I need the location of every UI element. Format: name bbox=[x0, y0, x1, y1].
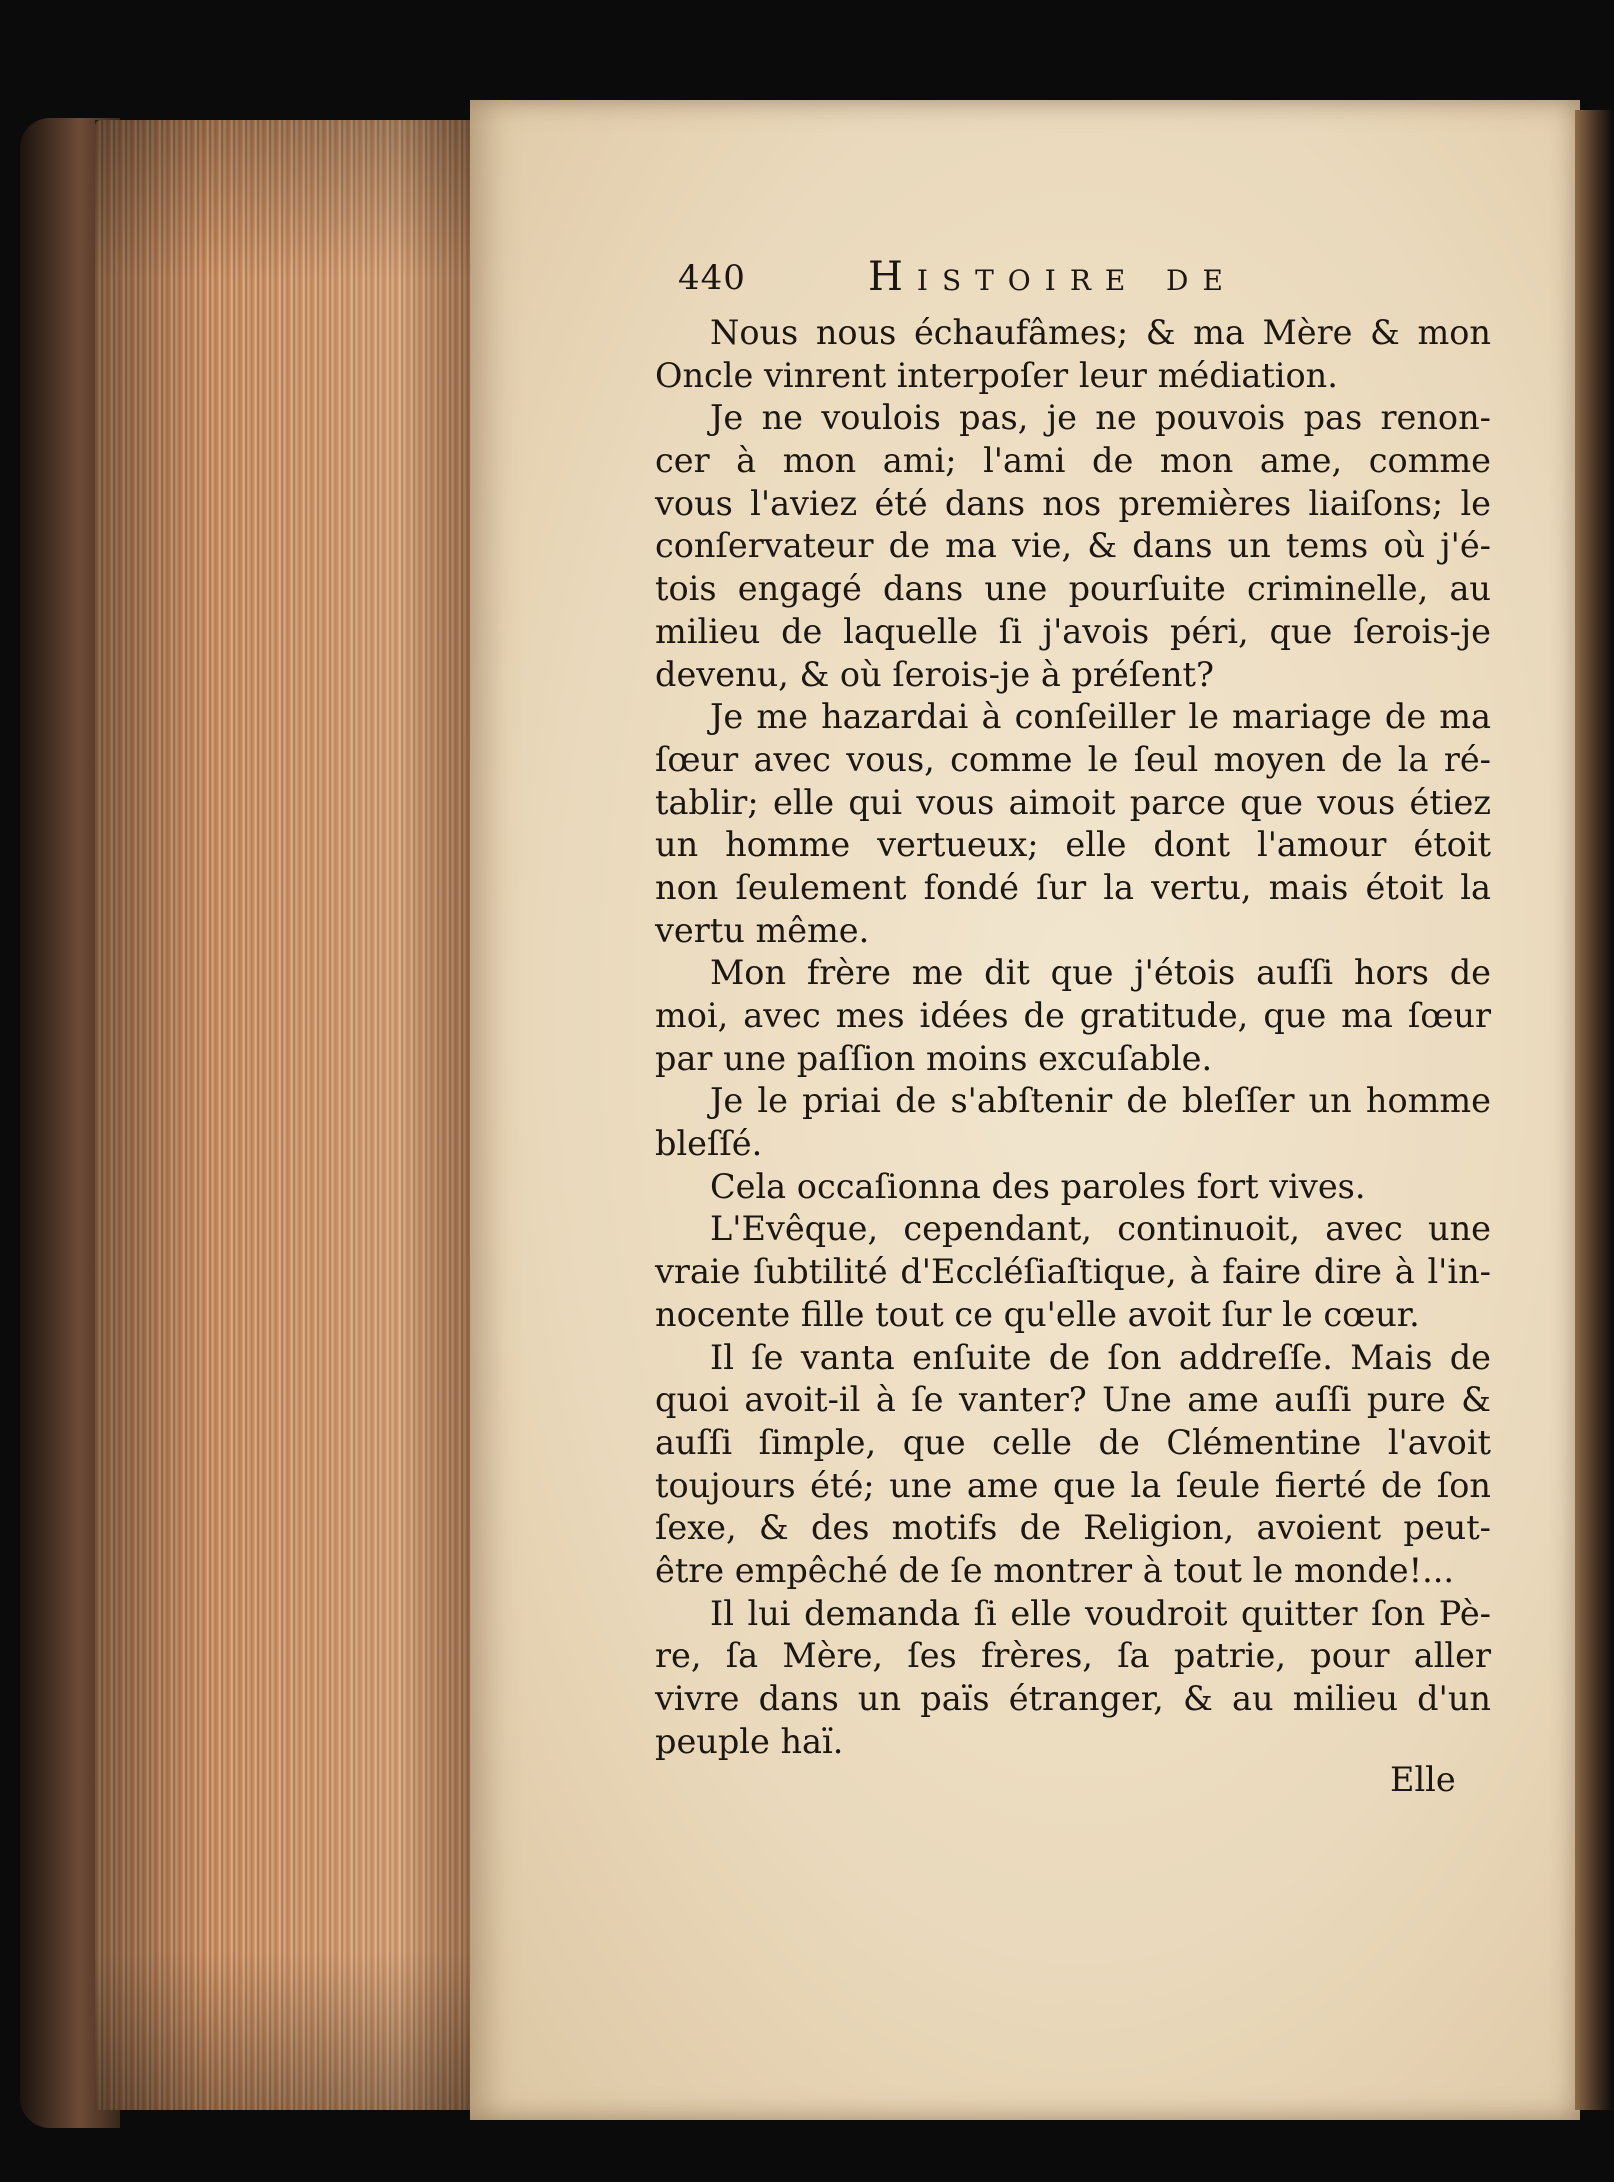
text-line: vivre dans un païs étranger, & au milieu d'un bbox=[655, 1679, 1491, 1718]
text-line: Mon frère me dit que j'étois auſſi hors de bbox=[710, 953, 1491, 993]
text-line: Nous nous échaufâmes; & ma Mère & mon bbox=[710, 313, 1491, 352]
text-line: quoi avoit-il à ſe vanter? Une ame auſſi pure & bbox=[655, 1380, 1491, 1420]
body-text bbox=[655, 312, 1491, 1763]
text-line: devenu, & où ſerois-je à préſent? bbox=[655, 654, 1214, 694]
text-line: bleſſé. bbox=[655, 1124, 763, 1164]
text-line: Oncle vinrent interpoſer leur médiation. bbox=[655, 355, 1338, 395]
text-line: milieu de laquelle ſi j'avois péri, que ſerois-je bbox=[655, 611, 1491, 651]
text-line: toujours été; une ame que la ſeule fierté de ſon bbox=[655, 1465, 1491, 1505]
page-header bbox=[678, 254, 1378, 308]
text-line: Je le priai de s'abſtenir de bleſſer un homme bbox=[710, 1081, 1491, 1121]
text-line: L'Evêque, cependant, continuoit, avec une bbox=[710, 1209, 1491, 1249]
text-line: ſœur avec vous, comme le ſeul moyen de la ré- bbox=[655, 739, 1491, 779]
text-line: Il ſe vanta enſuite de ſon addreſſe. Mais de bbox=[710, 1337, 1491, 1377]
catchword: Elle bbox=[1390, 1760, 1456, 1799]
text-line: Je me hazardai à conſeiller le mariage de ma bbox=[710, 697, 1491, 737]
text-line: auſſi ſimple, que celle de Clémentine l'avoit bbox=[655, 1422, 1491, 1462]
text-line: être empêché de ſe montrer à tout le monde!... bbox=[655, 1550, 1455, 1590]
text-line: re, ſa Mère, ſes frères, ſa patrie, pour aller bbox=[655, 1636, 1491, 1676]
text-line: vraie ſubtilité d'Eccléſiaſtique, à faire dire à l'in- bbox=[655, 1252, 1491, 1292]
right-page-edge bbox=[1575, 110, 1614, 2110]
text-line: un homme vertueux; elle dont l'amour étoit bbox=[655, 825, 1491, 865]
page-edges-shading bbox=[95, 120, 475, 2110]
text-line: peuple haï. bbox=[655, 1721, 844, 1761]
text-line: tois engagé dans une pourſuite criminelle, au bbox=[655, 569, 1491, 609]
text-line: vous l'aviez été dans nos premières liaiſons; le bbox=[655, 483, 1491, 523]
text-line: moi, avec mes idées de gratitude, que ma ſœur bbox=[655, 996, 1491, 1035]
text-line: Il lui demanda ſi elle voudroit quitter ſon Pè- bbox=[710, 1593, 1491, 1633]
text-line: conſervateur de ma vie, & dans un tems où j'é- bbox=[655, 526, 1491, 566]
text-line: non ſeulement fondé ſur la vertu, mais étoit la bbox=[655, 867, 1491, 907]
text-line: Cela occaſionna des paroles fort vives. bbox=[710, 1166, 1366, 1206]
text-line: vertu même. bbox=[655, 910, 870, 950]
text-line: tablir; elle qui vous aimoit parce que vous étiez bbox=[655, 782, 1491, 822]
text-line: ſexe, & des motifs de Religion, avoient peut- bbox=[655, 1508, 1491, 1548]
page-number: 440 bbox=[678, 258, 746, 298]
text-line: cer à mon ami; l'ami de mon ame, comme bbox=[655, 441, 1491, 481]
text-line: nocente fille tout ce qu'elle avoit ſur le cœur. bbox=[655, 1294, 1420, 1334]
text-line: par une paſſion moins excuſable. bbox=[655, 1038, 1213, 1078]
text-line: Je ne voulois pas, je ne pouvois pas renon- bbox=[710, 398, 1491, 438]
running-title: Histoire de bbox=[868, 254, 1237, 300]
